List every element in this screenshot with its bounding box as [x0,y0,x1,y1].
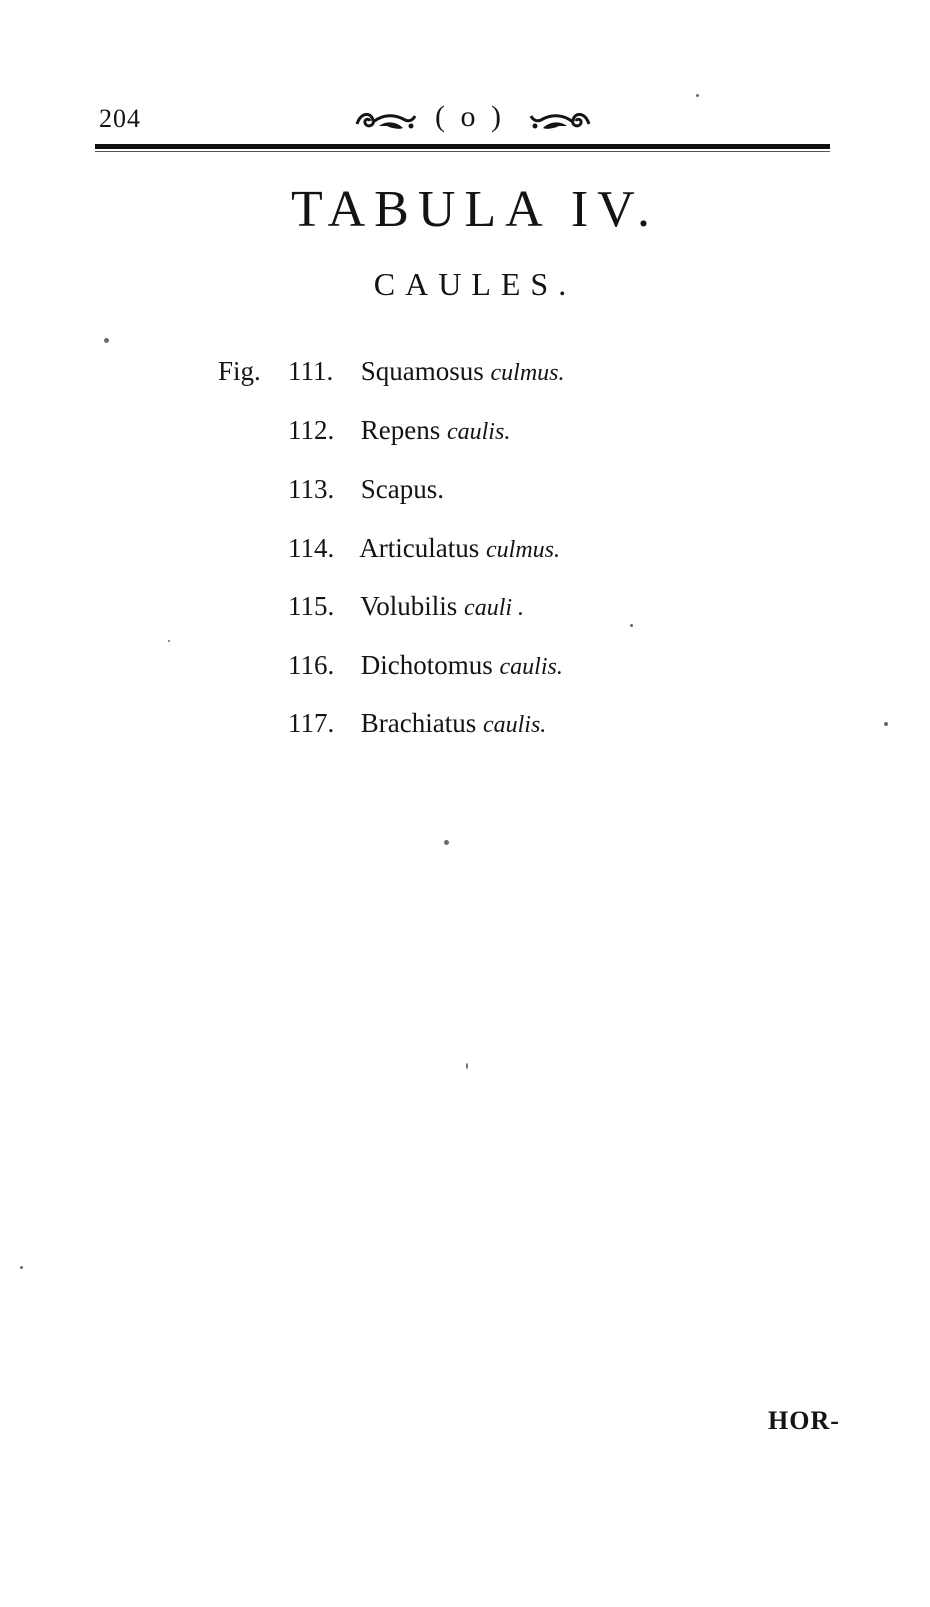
entry-number: 117. [288,708,335,738]
print-speck [696,94,699,97]
catchword: HOR- [768,1406,840,1435]
entry-111 [288,356,565,387]
entry-number: 114. [288,533,335,563]
entry-112 [288,415,510,446]
header-rule [95,144,830,149]
entry-text: Articulatus [359,533,480,563]
print-speck [20,1266,23,1269]
plate-subtitle: CAULES. [373,266,577,302]
entry-text: Brachiatus [360,708,477,738]
print-speck [630,624,633,627]
entry-text: Scapus. [360,474,444,504]
entry-italic: caulis. [499,654,563,680]
entry-113 [288,474,444,505]
entry-text: Squamosus [360,356,484,386]
entry-text: Volubilis [360,591,458,621]
entry-117 [288,708,546,739]
entry-116 [288,650,563,681]
entry-italic: culmus. [486,537,560,563]
entry-italic: cauli . [464,595,525,621]
page-number: 204 [99,104,141,133]
ornament-center-text: ( o ) [435,100,505,133]
header-ornament [353,100,593,142]
entry-text: Repens [360,415,441,445]
entry-number: 112. [288,415,335,445]
entry-number: 111. [288,356,334,386]
entry-number: 113. [288,474,335,504]
header-rule-thin [95,151,830,152]
plate-title: TABULA IV. [290,181,659,238]
entry-italic: caulis. [482,712,547,738]
print-speck [104,338,109,343]
running-head [95,100,830,142]
fig-label: Fig. [218,356,261,386]
entry-italic: culmus. [490,360,565,386]
entry-text: Dichotomus [360,650,493,680]
print-speck [168,640,170,642]
fleuron-left-icon [353,106,419,140]
entry-number: 115. [288,591,335,621]
print-speck [444,840,449,845]
print-speck [884,722,888,726]
entry-number: 116. [288,650,335,680]
entry-italic: caulis. [446,419,511,445]
entry-114 [288,533,560,564]
entry-115 [288,591,524,622]
fleuron-right-icon [527,106,593,140]
print-speck [466,1063,468,1069]
